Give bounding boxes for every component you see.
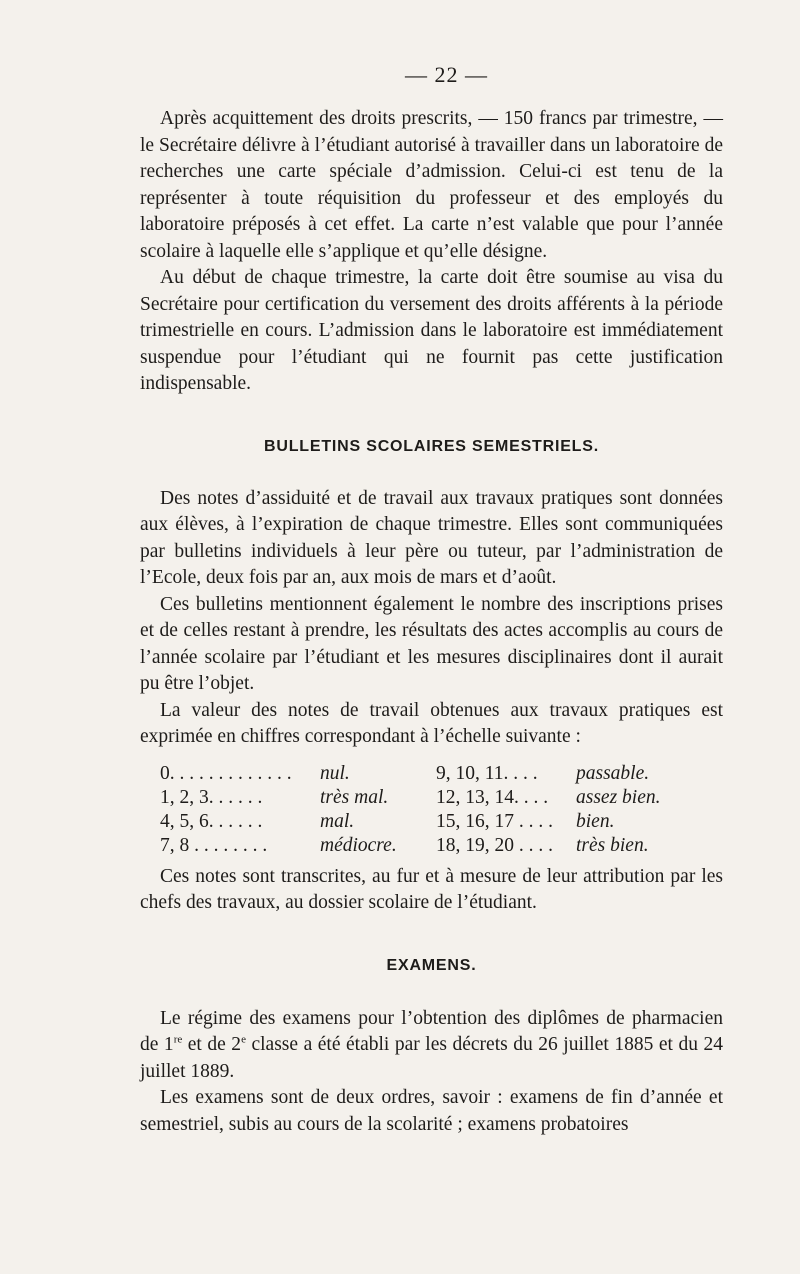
grade-label-left: très mal. — [320, 786, 389, 808]
examens-paragraph-2: Les examens sont de deux ordres, savoir : examens de fin d’année et semestriel, subis au cours de la scolarité ; examens probatoires — [140, 1087, 723, 1135]
grade-numbers-right: 12, 13, 14. . . . — [436, 786, 549, 808]
grade-label-left: mal. — [320, 810, 355, 832]
grade-numbers-right: 18, 19, 20 . . . . — [436, 834, 553, 856]
grade-label-left: médiocre. — [320, 834, 397, 856]
grade-label-left: nul. — [320, 762, 350, 784]
ordinal-suffix-second: e — [241, 1033, 246, 1046]
bulletins-closing-paragraph: Ces notes sont transcrites, au fur et à mesure de leur attribution par les chefs des travaux, au dossier scolaire de l’étudiant. — [140, 865, 723, 913]
examens-p1-text-middle: et de 2 — [182, 1034, 242, 1055]
ordinal-suffix-first: re — [173, 1033, 183, 1046]
grade-numbers-left: 0. . . . . . . . . . . . . — [160, 762, 292, 784]
bulletins-paragraph-3: La valeur des notes de travail obtenues aux travaux pratiques est exprimée en chiffres correspondant à l’échelle suivante : — [140, 699, 723, 747]
page-number: — 22 — — [405, 62, 488, 87]
grade-row — [160, 762, 705, 786]
grade-numbers-left: 1, 2, 3. . . . . . — [160, 786, 263, 808]
examens-p1-text-end: classe a été établi par les décrets du 26 juillet 1885 et du 24 juillet 1889. — [140, 1034, 723, 1082]
grade-label-right: bien. — [576, 810, 615, 832]
grade-numbers-left: 4, 5, 6. . . . . . — [160, 810, 263, 832]
grade-numbers-right: 15, 16, 17 . . . . — [436, 810, 553, 832]
examens-paragraph-1 — [140, 1006, 723, 1086]
grade-row — [160, 786, 705, 810]
bulletins-paragraph-2: Ces bulletins mentionnent également le nombre des inscriptions prises et de celles restant à prendre, les résultats des actes accomplis au cours de l’année scolaire par l’étudiant et les mesures disciplinaires dont il aurait pu être l’objet. — [140, 593, 723, 694]
examens-p1-text-start: Le régime des examens pour l’obtention des diplômes de pharmacien de 1 — [140, 1007, 723, 1055]
grade-label-right: très bien. — [576, 834, 649, 856]
grade-scale-table — [160, 762, 705, 858]
grade-row — [160, 834, 705, 858]
bulletins-paragraph-1: Des notes d’assiduité et de travail aux travaux pratiques sont données aux élèves, à l’expiration de chaque trimestre. Elles sont communiquées par bulletins individuels à leur père ou tuteur, par l’administration de l’Ecole, deux fois par an, aux mois de mars et d’août. — [140, 487, 723, 588]
grade-label-right: passable. — [576, 762, 650, 784]
intro-paragraph-2: Au début de chaque trimestre, la carte doit être soumise au visa du Secrétaire pour certification du versement des droits afférents à la période trimestrielle en cours. L’admission dans le laboratoire est immédiatement suspendue pour l’étudiant qui ne fournit pas cette justification indispensable. — [140, 267, 723, 394]
grade-label-right: assez bien. — [576, 786, 661, 808]
document-page — [140, 62, 723, 1138]
intro-paragraph-1: Après acquittement des droits prescrits, — 150 francs par trimestre, — le Secrétaire délivre à l’étudiant autorisé à travailler dans un laboratoire de recherches une carte spéciale d’admission. Celui-ci est tenu de la représenter à toute réquisition du professeur et des employés du laboratoire préposés à cet effet. La carte n’est valable que pour l’année scolaire à laquelle elle s’applique et qu’elle désigne. — [140, 108, 723, 262]
section-heading-examens: EXAMENS. — [386, 956, 477, 974]
section-heading-bulletins: BULLETINS SCOLAIRES SEMESTRIELS. — [264, 437, 599, 455]
grade-numbers-right: 9, 10, 11. . . . — [436, 762, 538, 784]
grade-numbers-left: 7, 8 . . . . . . . . — [160, 834, 268, 856]
grade-row — [160, 810, 705, 834]
